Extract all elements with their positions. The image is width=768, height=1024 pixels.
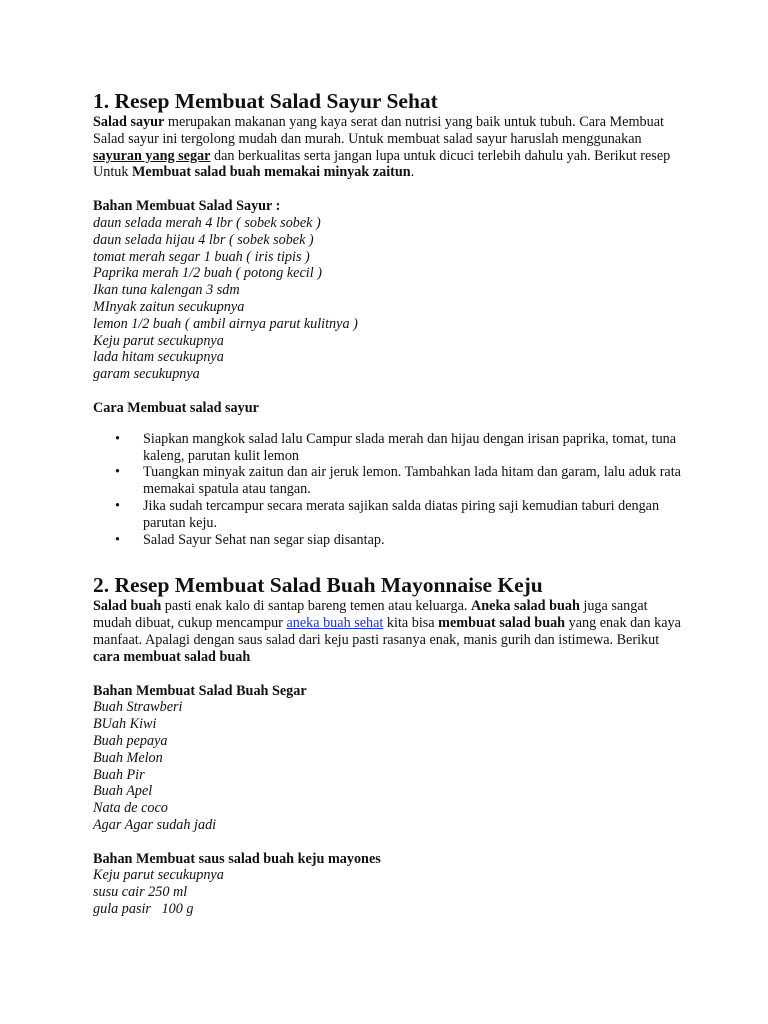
section1-ingredients-title	[93, 198, 683, 215]
intro-underline-sayuran: sayuran yang segar	[93, 147, 211, 164]
step-item	[115, 531, 683, 549]
intro-bold-minyak-zaitun: Membuat salad buah memakai minyak zaitun	[132, 164, 411, 181]
intro-text: merupakan makanan yang kaya serat dan nutrisi yang baik untuk tubuh. Cara Membuat Salad sayur ini tergolong mudah dan murah. Untuk membuat salad sayur haruslah menggunakan	[93, 114, 664, 147]
ingredient-item: daun selada hijau 4 lbr ( sobek sobek )	[93, 231, 314, 248]
intro-text: .	[410, 164, 415, 181]
section1-heading: 1. Resep Membuat Salad Sayur Sehat	[93, 89, 438, 113]
intro-text: juga sangat mudah dibuat, cukup mencampur	[93, 598, 648, 632]
ingredient-item: lemon 1/2 buah ( ambil airnya parut kulitnya )	[93, 315, 358, 332]
aneka-buah-sehat-link[interactable]: aneka buah sehat	[286, 615, 384, 632]
fruit-item: BUah Kiwi	[93, 716, 157, 733]
sauce-item: gula pasir 100 g	[93, 901, 194, 918]
intro-bold-cara-membuat: cara membuat salad buah	[93, 648, 251, 665]
section2	[93, 572, 683, 918]
ingredient-item: garam secukupnya	[93, 366, 200, 383]
intro-text: dan berkualitas serta jangan lupa untuk dicuci terlebih dahulu yah. Berikut resep Untuk	[93, 147, 671, 181]
ingredients-title-text: Bahan Membuat Salad Sayur :	[93, 198, 281, 215]
ingredient-item: MInyak zaitun secukupnya	[93, 298, 245, 315]
section2-sauce-list	[93, 867, 683, 917]
fruit-item: Buah Melon	[93, 749, 163, 766]
document-page	[93, 88, 683, 918]
section1-intro	[93, 114, 683, 181]
ingredient-item: Paprika merah 1/2 buah ( potong kecil )	[93, 265, 322, 282]
fruit-item: Nata de coco	[93, 800, 168, 817]
intro-text: pasti enak kalo di santap bareng temen atau keluarga.	[161, 598, 472, 615]
step-item	[115, 497, 683, 532]
section1-steps-list	[93, 431, 683, 549]
steps-title-text: Cara Membuat salad sayur	[93, 399, 259, 416]
step-text: Jika sudah tercampur secara merata sajikan salda diatas piring saji kemudian taburi dengan parutan keju.	[143, 497, 660, 531]
sauce-title-text: Bahan Membuat saus salad buah keju mayones	[93, 850, 381, 867]
fruit-item: Buah Strawberi	[93, 699, 183, 716]
step-text: Salad Sayur Sehat nan segar siap disantap.	[143, 531, 385, 548]
sauce-item: susu cair 250 ml	[93, 884, 188, 901]
ingredient-item: Ikan tuna kalengan 3 sdm	[93, 282, 240, 299]
intro-text: kita bisa	[383, 615, 439, 632]
fruit-item: Buah Apel	[93, 783, 153, 800]
ingredient-item: daun selada merah 4 lbr ( sobek sobek )	[93, 214, 321, 231]
step-text: Tuangkan minyak zaitun dan air jeruk lemon. Tambahkan lada hitam dan garam, lalu aduk rata memakai spatula atau tangan.	[143, 464, 681, 498]
ingredient-item: tomat merah segar 1 buah ( iris tipis )	[93, 248, 310, 265]
step-item	[115, 464, 683, 498]
section2-sauce-title	[93, 851, 683, 868]
ingredient-item: Keju parut secukupnya	[93, 332, 224, 349]
bullet-icon: •	[115, 497, 120, 514]
intro-bold-membuat-salad: membuat salad buah	[438, 615, 566, 632]
section1-steps-title	[93, 400, 683, 417]
step-item	[115, 430, 683, 465]
fruit-item: Agar Agar sudah jadi	[93, 816, 217, 833]
fruit-item: Buah Pir	[93, 766, 145, 783]
section2-fruits-title	[93, 683, 683, 700]
section2-fruits-list	[93, 699, 683, 833]
intro-bold-salad-buah: Salad buah	[93, 598, 162, 615]
ingredient-item: lada hitam secukupnya	[93, 349, 224, 366]
bullet-icon: •	[115, 464, 120, 481]
section1-ingredients-list	[93, 215, 683, 383]
intro-bold-salad-sayur: Salad sayur	[93, 114, 165, 130]
fruits-title-text: Bahan Membuat Salad Buah Segar	[93, 682, 307, 699]
fruit-item: Buah pepaya	[93, 732, 168, 749]
sauce-item: Keju parut secukupnya	[93, 867, 224, 884]
step-text: Siapkan mangkok salad lalu Campur slada merah dan hijau dengan irisan paprika, tomat, tuna kaleng, parutan kulit lemon	[143, 430, 677, 464]
section2-heading: 2. Resep Membuat Salad Buah Mayonnaise Keju	[93, 573, 543, 598]
intro-text: yang enak dan kaya manfaat. Apalagi dengan saus salad dari keju pasti rasanya enak, manis gurih dan istimewa. Berikut	[93, 615, 681, 648]
bullet-icon: •	[115, 430, 120, 447]
section2-intro	[93, 598, 683, 665]
bullet-icon: •	[115, 531, 120, 548]
intro-bold-aneka-salad: Aneka salad buah	[471, 598, 580, 615]
